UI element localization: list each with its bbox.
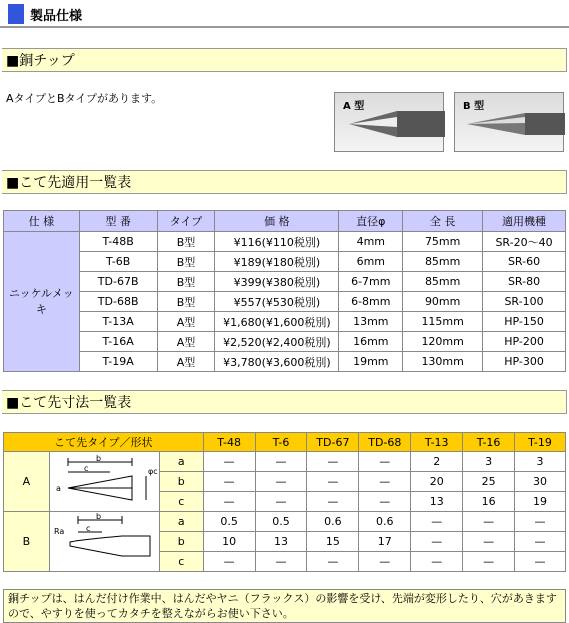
dim-cell: —: [359, 472, 411, 492]
spec-cell: T-6B: [79, 252, 157, 272]
dim-cell: 0.5: [203, 512, 255, 532]
dim-section-title: ■こて先寸法一覧表: [2, 390, 567, 414]
dim-cell: —: [359, 552, 411, 572]
dim-cell: —: [359, 452, 411, 472]
dim-type-a: A: [4, 452, 50, 512]
spec-table: [3, 210, 566, 372]
spec-cell: T-16A: [79, 332, 157, 352]
dim-cell: 25: [463, 472, 515, 492]
dim-cell: 20: [411, 472, 463, 492]
dim-cell: 3: [515, 452, 566, 472]
spec-cell: SR-20〜40: [483, 232, 566, 252]
spec-cell: A型: [157, 332, 215, 352]
spec-cell: T-48B: [79, 232, 157, 252]
dim-cell: 30: [515, 472, 566, 492]
dim-cell: —: [359, 492, 411, 512]
dim-cell: —: [203, 492, 255, 512]
dim-cell: 16: [463, 492, 515, 512]
spec-cell: ¥2,520(¥2,400税別): [215, 332, 339, 352]
dim-cell: —: [463, 532, 515, 552]
spec-cell: 90mm: [403, 292, 483, 312]
dim-key: a: [159, 452, 203, 472]
spec-header-cell: 型 番: [79, 211, 157, 232]
dim-key: c: [159, 492, 203, 512]
spec-row: [4, 352, 566, 372]
spec-section-title: ■こて先適用一覧表: [2, 170, 567, 194]
spec-cell: SR-60: [483, 252, 566, 272]
copper-tip-intro: AタイプとBタイプがあります。: [6, 92, 163, 105]
spec-cell: ¥116(¥110税別): [215, 232, 339, 252]
dim-cell: 17: [359, 532, 411, 552]
dim-row-b-a: [4, 512, 566, 532]
svg-text:c: c: [86, 524, 91, 533]
spec-cell: 85mm: [403, 252, 483, 272]
spec-cell: B型: [157, 272, 215, 292]
tip-b-image: [454, 92, 564, 152]
tip-b-diagram-icon: [50, 512, 158, 568]
dim-header-cell: TD-67: [307, 433, 359, 452]
spec-cell: 75mm: [403, 232, 483, 252]
spec-cell: ¥3,780(¥3,600税別): [215, 352, 339, 372]
spec-cell: 120mm: [403, 332, 483, 352]
spec-cell: A型: [157, 352, 215, 372]
dim-cell: 10: [203, 532, 255, 552]
dim-type-b: B: [4, 512, 50, 572]
page-header: [0, 0, 569, 28]
dim-key: b: [159, 472, 203, 492]
spec-header-cell: 価 格: [215, 211, 339, 232]
spec-cell: HP-150: [483, 312, 566, 332]
spec-cell: TD-68B: [79, 292, 157, 312]
svg-text:b: b: [96, 512, 102, 521]
dim-cell: —: [307, 472, 359, 492]
spec-cell: A型: [157, 312, 215, 332]
dim-cell: 19: [515, 492, 566, 512]
dim-corner-header: こて先タイプ／形状: [4, 433, 204, 452]
spec-category-cell: ニッケルメッキ: [4, 232, 80, 372]
dim-header-cell: T-16: [463, 433, 515, 452]
spec-row: [4, 332, 566, 352]
dim-cell: —: [515, 552, 566, 572]
dim-cell: —: [307, 552, 359, 572]
spec-header-cell: 直径φ: [339, 211, 403, 232]
dim-cell: 2: [411, 452, 463, 472]
dim-header-cell: T-48: [203, 433, 255, 452]
header-rule: [0, 26, 569, 28]
page-title: 製品仕様: [30, 8, 83, 24]
spec-cell: TD-67B: [79, 272, 157, 292]
dim-cell: 3: [463, 452, 515, 472]
svg-text:a: a: [56, 484, 62, 493]
dim-cell: —: [203, 552, 255, 572]
tip-a-dimension-diagram: [49, 452, 159, 512]
dim-row-a-a: [4, 452, 566, 472]
svg-text:c: c: [84, 464, 89, 473]
tip-a-diagram-icon: [50, 452, 158, 508]
spec-cell: 19mm: [339, 352, 403, 372]
dim-cell: 0.6: [359, 512, 411, 532]
svg-text:Ra: Ra: [54, 527, 65, 536]
spec-cell: 16mm: [339, 332, 403, 352]
dim-cell: 13: [411, 492, 463, 512]
spec-header-row: [4, 211, 566, 232]
dim-cell: —: [255, 552, 307, 572]
dim-cell: —: [307, 452, 359, 472]
spec-cell: 4mm: [339, 232, 403, 252]
spec-header-cell: タイプ: [157, 211, 215, 232]
spec-cell: T-19A: [79, 352, 157, 372]
spec-cell: T-13A: [79, 312, 157, 332]
dim-cell: 15: [307, 532, 359, 552]
spec-cell: HP-300: [483, 352, 566, 372]
spec-row: [4, 312, 566, 332]
dim-cell: —: [411, 552, 463, 572]
dim-table: [3, 432, 566, 572]
dim-key: c: [159, 552, 203, 572]
dim-cell: —: [463, 552, 515, 572]
tip-b-label: B 型: [463, 101, 485, 112]
dim-header-cell: TD-68: [359, 433, 411, 452]
spec-cell: ¥557(¥530税別): [215, 292, 339, 312]
dim-key: b: [159, 532, 203, 552]
copper-tip-section-title: ■銅チップ: [2, 48, 567, 72]
spec-cell: 85mm: [403, 272, 483, 292]
spec-cell: HP-200: [483, 332, 566, 352]
dim-cell: —: [463, 512, 515, 532]
spec-cell: ¥399(¥380税別): [215, 272, 339, 292]
spec-header-cell: 全 長: [403, 211, 483, 232]
dim-cell: 0.5: [255, 512, 307, 532]
tip-a-image: [334, 92, 444, 152]
tip-a-label: A 型: [343, 101, 365, 112]
dim-header-cell: T-6: [255, 433, 307, 452]
spec-cell: B型: [157, 232, 215, 252]
spec-row: [4, 252, 566, 272]
header-blue-marker: [8, 4, 24, 24]
dim-cell: 13: [255, 532, 307, 552]
spec-cell: 6-7mm: [339, 272, 403, 292]
spec-row: [4, 292, 566, 312]
spec-cell: B型: [157, 252, 215, 272]
dim-key: a: [159, 512, 203, 532]
svg-text:φc: φc: [148, 467, 159, 476]
spec-header-cell: 適用機種: [483, 211, 566, 232]
spec-cell: SR-100: [483, 292, 566, 312]
dim-header-cell: T-13: [411, 433, 463, 452]
spec-cell: 6-8mm: [339, 292, 403, 312]
dim-cell: —: [255, 452, 307, 472]
tip-b-dimension-diagram: [49, 512, 159, 572]
spec-cell: 115mm: [403, 312, 483, 332]
dim-cell: —: [203, 452, 255, 472]
dim-cell: —: [515, 532, 566, 552]
dim-cell: —: [411, 532, 463, 552]
spec-cell: 6mm: [339, 252, 403, 272]
spec-row: [4, 232, 566, 252]
dim-cell: —: [255, 492, 307, 512]
dim-cell: —: [255, 472, 307, 492]
dim-cell: —: [515, 512, 566, 532]
svg-text:b: b: [96, 454, 102, 463]
spec-header-cell: 仕 様: [4, 211, 80, 232]
spec-cell: ¥1,680(¥1,600税別): [215, 312, 339, 332]
spec-row: [4, 272, 566, 292]
spec-cell: 13mm: [339, 312, 403, 332]
dim-header-cell: T-19: [515, 433, 566, 452]
dim-cell: —: [203, 472, 255, 492]
spec-cell: B型: [157, 292, 215, 312]
dim-cell: —: [411, 512, 463, 532]
dim-cell: 0.6: [307, 512, 359, 532]
usage-note: 銅チップは、はんだ付け作業中、はんだやヤニ（フラックス）の影響を受け、先端が変形したり、穴があきますので、やすりを使ってカタチを整えながらお使い下さい。: [3, 589, 566, 623]
dim-header-row: [4, 433, 566, 452]
dim-cell: —: [307, 492, 359, 512]
spec-cell: ¥189(¥180税別): [215, 252, 339, 272]
spec-cell: SR-80: [483, 272, 566, 292]
spec-cell: 130mm: [403, 352, 483, 372]
